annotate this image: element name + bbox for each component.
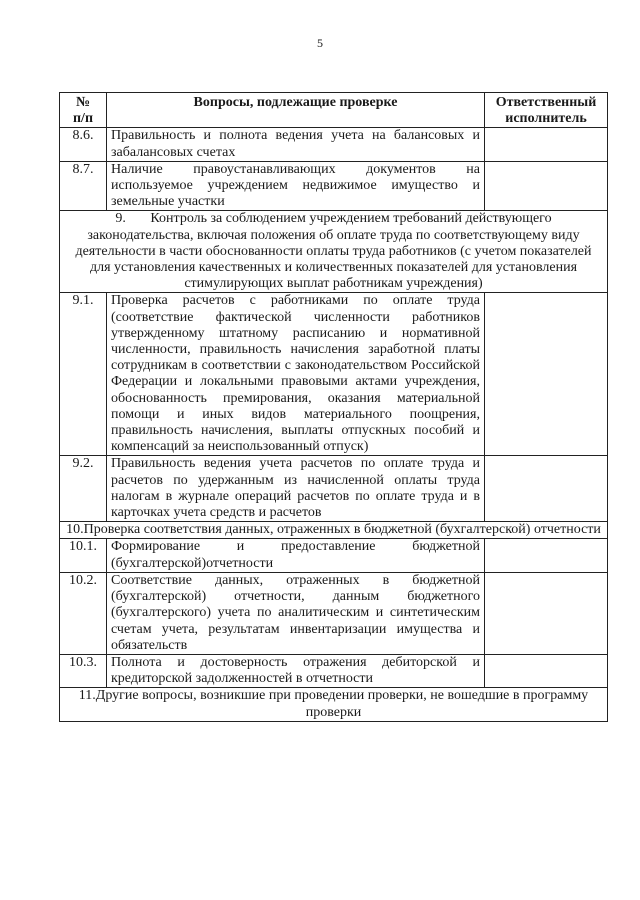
row-number: 8.6. bbox=[60, 128, 107, 161]
table-row bbox=[60, 654, 608, 687]
row-number: 10.3. bbox=[60, 654, 107, 687]
section-row bbox=[60, 211, 608, 293]
header-row bbox=[60, 93, 608, 128]
responsible-cell bbox=[485, 539, 608, 572]
table-body bbox=[60, 128, 608, 721]
row-number: 10.2. bbox=[60, 572, 107, 654]
row-number: 8.7. bbox=[60, 161, 107, 211]
column-header-question: Вопросы, подлежащие проверке bbox=[107, 93, 485, 128]
table-row bbox=[60, 572, 608, 654]
responsible-cell bbox=[485, 456, 608, 522]
table-header bbox=[60, 93, 608, 128]
section-heading: 10.Проверка соответствия данных, отраженных в бюджетной (бухгалтерской) отчетности bbox=[60, 522, 608, 539]
table-row bbox=[60, 456, 608, 522]
row-number: 9.1. bbox=[60, 293, 107, 456]
table-row bbox=[60, 161, 608, 211]
column-header-number-line1: № bbox=[75, 95, 91, 110]
question-text: Наличие правоустанавливающих документов на используемое учреждением недвижимое имущество и земельные участки bbox=[107, 161, 485, 211]
responsible-cell bbox=[485, 293, 608, 456]
question-text: Правильность и полнота ведения учета на балансовых и забалансовых счетах bbox=[107, 128, 485, 161]
section-row bbox=[60, 688, 608, 721]
column-header-responsible-line2: исполнитель bbox=[505, 111, 587, 127]
question-text: Правильность ведения учета расчетов по оплате труда и расчетов по удержанным из начисленной оплаты труда налогам в журнале операций расчетов по оплате труда и в карточках учета средств и расчетов bbox=[107, 456, 485, 522]
question-text: Проверка расчетов с работниками по оплате труда (соответствие фактической численности работников утвержденному штатному расписанию и нормативной численности, правильность начисления заработной платы сотрудникам в соответствии с законодательством Российской Федерации и локальными правовыми актами учреждения, обоснованность премирования, оказания материальной помощи и иных видов материального поощрения, правильность начисления, выплаты отпускных пособий и компенсаций за неиспользованный отпуск) bbox=[107, 293, 485, 456]
column-header-number-line2: п/п bbox=[72, 111, 94, 127]
column-header-responsible bbox=[485, 93, 608, 128]
responsible-cell bbox=[485, 654, 608, 687]
section-row bbox=[60, 522, 608, 539]
question-text: Полнота и достоверность отражения дебиторской и кредиторской задолженностей в отчетности bbox=[107, 654, 485, 687]
table-row bbox=[60, 128, 608, 161]
column-header-responsible-line1: Ответственный bbox=[495, 95, 597, 110]
question-text: Формирование и предоставление бюджетной (бухгалтерской)отчетности bbox=[107, 539, 485, 572]
responsible-cell bbox=[485, 128, 608, 161]
responsible-cell bbox=[485, 572, 608, 654]
section-heading: 11.Другие вопросы, возникшие при проведении проверки, не вошедшие в программу проверки bbox=[60, 688, 608, 721]
table-row bbox=[60, 293, 608, 456]
section-heading: 9. Контроль за соблюдением учреждением требований действующего законодательства, включая положения об оплате труда по соответствующему виду деятельности в части обоснованности оплаты труда работников (с учетом показателей для установления качественных и количественных показателей для установления стимулирующих выплат работникам учреждения) bbox=[60, 211, 608, 293]
column-header-number bbox=[60, 93, 107, 128]
page-number: 5 bbox=[317, 36, 323, 50]
row-number: 10.1. bbox=[60, 539, 107, 572]
table-row bbox=[60, 539, 608, 572]
audit-questions-table bbox=[59, 92, 608, 722]
row-number: 9.2. bbox=[60, 456, 107, 522]
question-text: Соответствие данных, отраженных в бюджетной (бухгалтерской) отчетности, данным бюджетного (бухгалтерского) учета по аналитическим и синтетическим счетам учета, результатам инвентаризации имущества и обязательств bbox=[107, 572, 485, 654]
responsible-cell bbox=[485, 161, 608, 211]
